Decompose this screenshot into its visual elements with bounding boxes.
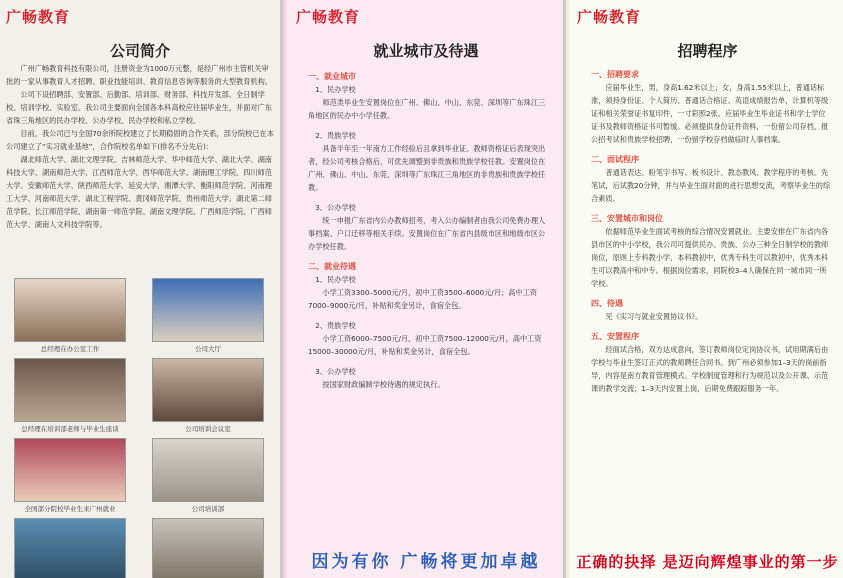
intro-text xyxy=(6,62,274,231)
panel-employment xyxy=(283,0,563,578)
item-text: 小学工资6000–7500元/月，初中工资7500–12000元/月，高中工资15000–30000元/月，补贴和奖金另计，食宿全包。 xyxy=(308,334,542,356)
section-text: 经面试合格，双方达成意向，签订教师岗位定岗协议书，试用期满后由学校与毕业生签订正式的教师聘任合同书。到广州必须参加1–3天的岗前指导，内容是南方教育管理模式、学校制度管理和行为规范以及公开课、示范课的教学交流；1–3天内安置上岗，后期免费跟踪服务一年。 xyxy=(591,345,829,393)
photo-caption: 总经理在培训部老师与毕业生座谈 xyxy=(21,425,119,433)
slogan: 正确的抉择 是迈向辉煌事业的第一步 xyxy=(576,553,839,571)
section-text: 普通话表达、粉笔字书写、板书设计、教态教风、教学程序的考核。先笔试，后试教20分钟，并与毕业生面对面的进行思想交流，考察毕业生的综合素质。 xyxy=(591,168,831,203)
photo-classroom xyxy=(152,518,264,578)
section-heading: 一、招聘要求 xyxy=(591,70,639,79)
section-heading: 三、安置城市和岗位 xyxy=(591,214,663,223)
item-text: 具备半年至一年南方工作经验后且拿到毕业证、教师资格证后表现突出者，经公司考核合格后，可优先调整到非贵族和贵族学校任教。安置岗位在广州、佛山、中山、东莞、深圳等广东珠江三角地区的非贵族和贵族学校任教。 xyxy=(308,144,546,192)
intro-paragraph: 湖北师范大学、湖北文理学院、吉林师范大学、华中师范大学、湖北大学、湖南科技大学、湖南师范大学、江西师范大学、西华师范大学、湖南理工学院、四川师范大学、安徽师范大学、陕西师范大学、延安大学、湘潭大学、衡阳师范学院、河南理工大学、河南师范大学、湖北工程学院、黄冈师范学院、贵州师范大学、湖北第二师范学院、长江师范学院、湖南第一师范学院、湖南文理学院、广西师范学院、广西师范大学、湖南人文科技学院等。 xyxy=(6,155,272,229)
intro-paragraph: 目前，我公司已与全国70余所院校建立了长期稳固的合作关系，部分院校已在本公司建立了“实习就业基地”，合作院校名单如下(排名不分先后)： xyxy=(6,129,274,151)
section-heading: 一、就业城市 xyxy=(308,72,356,81)
brand-logo: 广畅教育 xyxy=(296,8,361,26)
section-heading: 五、安置程序 xyxy=(591,332,639,341)
item-text: 师范类毕业生安置岗位在广州、佛山、中山、东莞、深圳等广东珠江三角地区的民办中小学任教。 xyxy=(308,98,546,120)
section-heading: 二、就业待遇 xyxy=(308,262,356,271)
photo-caption: 公司大厅 xyxy=(195,345,221,353)
recruitment-text xyxy=(591,68,831,395)
section-text: 应届毕业生，男，身高1.62米以上；女，身高1.55米以上，普通话标准，须持身份证、个人简历、普通话合格证、英语成绩报告单，计算机等级证和相关荣誉证书复印件，一寸彩照2张。应届毕业生毕业证书和学士学位证书及教师资格证书可暂缓。必须提供身份证件资料，一份留公司存档，报公招考试和贵族学校招聘，一份留学校存档做临时人事档案。 xyxy=(591,83,829,144)
item-label: 3、公办学校 xyxy=(315,203,356,212)
item-text: 按国家财政编制学校待遇的规定执行。 xyxy=(322,380,445,389)
intro-paragraph: 公司下设招聘部、安置部、后勤部、培训部、财务部、科技开发部、全日制学校、培训学校、实验室。我公司主要面向全国各本科高校应往届毕业生，并面对广东省珠三角地区的民办学校、公办学校、民办学校和私立学校。 xyxy=(6,90,272,125)
photo-training xyxy=(152,438,264,502)
photo-office xyxy=(14,278,126,342)
item-label: 3、公办学校 xyxy=(315,367,356,376)
item-label: 1、民办学校 xyxy=(315,85,356,94)
item-label: 2、贵族学校 xyxy=(315,131,356,140)
section-text: 依据师范毕业生面试考核的综合情况安置就业。主要安排在广东省内各县市区的中小学校，我公司可提供民办、贵族、公办三种全日制学校的教师岗位，原则上专科教小学，本科教初中，优秀专科生可以教初中，优秀本科生可以教高中和中专。根据岗位需求，同院校3–4人确保在同一城市同一所学校。 xyxy=(591,227,829,288)
section-heading: 二、面试程序 xyxy=(591,155,639,164)
photo-group xyxy=(14,518,126,578)
item-label: 1、民办学校 xyxy=(315,275,356,284)
brand-logo: 广畅教育 xyxy=(6,8,71,26)
section-text: 见《实习与就业安置协议书》。 xyxy=(605,312,703,321)
employment-text xyxy=(308,70,548,391)
photo-graduates xyxy=(14,438,126,502)
item-text: 统一申报广东省内公办教师招考，考入公办编制者由我公司免费办理人事档案、户口迁移等相关手续。安置岗位在广东省内县级市区和地级市区公办学校任教。 xyxy=(308,216,546,251)
panel-title: 公司简介 xyxy=(109,42,170,60)
panel-title: 招聘程序 xyxy=(677,42,738,60)
photo-conference-room xyxy=(152,358,264,422)
photo-caption: 公司培训会议室 xyxy=(185,425,231,433)
panel-recruitment xyxy=(566,0,843,578)
photo-lobby xyxy=(152,278,264,342)
photo-caption: 总经理在办公室工作 xyxy=(40,345,100,353)
intro-paragraph: 广州广畅教育科技有限公司，注册资金为1000万元整，是经广州市主管机关审批的一家从事教育人才招聘、职业技能培训、教育信息咨询等服务的大型教育机构。 xyxy=(6,64,272,86)
item-label: 2、贵族学校 xyxy=(315,321,356,330)
photo-caption: 全国部分院校毕业生来广州就业 xyxy=(24,505,116,513)
photo-meeting xyxy=(14,358,126,422)
item-text: 小学工资3300–5000元/月，初中工资3500–6000元/月；高中工资7000–9000元/月，补贴和奖金另计，食宿全包。 xyxy=(308,288,537,310)
section-heading: 四、待遇 xyxy=(591,299,623,308)
panel-title: 就业城市及待遇 xyxy=(373,42,479,60)
brand-logo: 广畅教育 xyxy=(577,8,642,26)
photo-caption: 公司培训部 xyxy=(191,505,225,513)
slogan: 因为有你 广畅将更加卓越 xyxy=(311,552,541,572)
panel-company-intro xyxy=(0,0,280,578)
